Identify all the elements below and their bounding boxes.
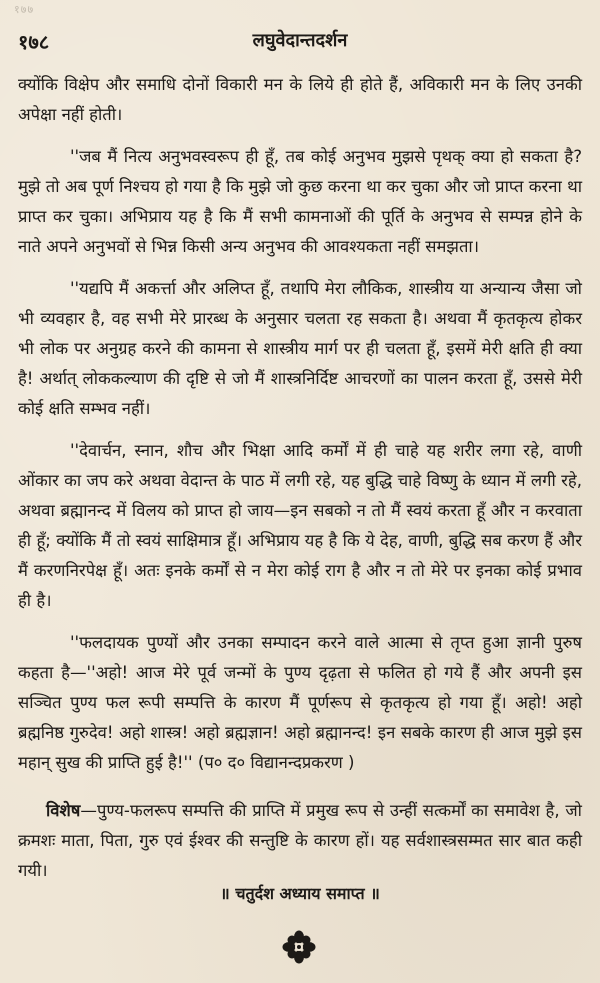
paragraph: ''जब मैं नित्य अनुभवस्वरूप ही हूँ, तब कोई अनुभव मुझसे पृथक् क्या हो सकता है? मुझे तो अब पूर्ण निश्चय हो गया है कि मुझे जो कुछ करना था कर चुका और जो प्राप्त करना था प्राप्त कर चुका। अभिप्राय यह है कि मैं सभी कामनाओं की पूर्ति के अनुभव से सम्पन्न होने के नाते अपने अनुभवों से भिन्न किसी अन्य अनुभव की आवश्यकता नहीं समझता। [18, 147, 582, 256]
paragraph: ''देवार्चन, स्नान, शौच और भिक्षा आदि कर्मों में ही चाहे यह शरीर लगा रहे, वाणी ओंकार का जप करे अथवा वेदान्त के पाठ में लगी रहे, यह बुद्धि चाहे विष्णु के ध्यान में लगी रहे, अथवा ब्रह्मानन्द में विलय को प्राप्त हो जाय—इन सबको न तो मैं स्वयं करता हूँ और न करवाता ही हूँ; क्योंकि मैं तो स्वयं साक्षिमात्र हूँ। अभिप्राय यह है कि ये देह, वाणी, बुद्धि सब करण हैं और मैं करणनिरपेक्ष हूँ। अतः इनके कर्मों से न मेरा कोई राग है और न तो मेरे पर इनका कोई प्रभाव ही है। [18, 441, 582, 610]
running-title: लघुवेदान्तदर्शन [252, 30, 348, 51]
bleed-through-text: १७७ [14, 3, 35, 16]
paragraph: क्योंकि विक्षेप और समाधि दोनों विकारी मन के लिये ही होते हैं, अविकारी मन के लिए उनकी अपेक्षा नहीं होती। [18, 75, 582, 124]
paragraph: ''फलदायक पुण्यों और उनका सम्पादन करने वाले आत्मा से तृप्त हुआ ज्ञानी पुरुष कहता है—''अहो! आज मेरे पूर्व जन्मों के पुण्य दृढ़ता से फलित हो गये हैं और अपनी इस सञ्चित पुण्य फल रूपी सम्पत्ति के कारण मैं पूर्णरूप से कृतकृत्य हो गया हूँ। अहो! अहो ब्रह्मनिष्ठ गुरुदेव! अहो शास्त्र! अहो ब्रह्मज्ञान! अहो ब्रह्मानन्द! इन सबके कारण ही आज मुझे इस महान् सुख की प्राप्ति हुई है!'' (प० द० विद्यानन्दप्रकरण ) [18, 633, 582, 772]
page-number: १७८ [18, 30, 50, 54]
special-note-text: —पुण्य-फलरूप सम्पत्ति की प्राप्ति में प्रमुख रूप से उन्हीं सत्कर्मों का समावेश है, जो क्रमशः माता, पिता, गुरु एवं ईश्वर की सन्तुष्टि के कारण हों। यह सर्वशास्त्रसम्मत सार बात कही गयी। [18, 801, 582, 880]
page-body [18, 70, 582, 898]
page-header [18, 28, 582, 54]
chapter-end-marker: ॥ चतुर्दश अध्याय समाप्त ॥ [220, 884, 380, 903]
special-note-label: विशेष [46, 801, 81, 820]
special-note [18, 796, 582, 886]
flower-ornament-icon [282, 930, 316, 964]
paragraph: ''यद्यपि मैं अकर्त्ता और अलिप्त हूँ, तथापि मेरा लौकिक, शास्त्रीय या अन्यान्य जैसा जो भी व्यवहार है, वह सभी मेरे प्रारब्ध के अनुसार चलता रह सकता है। अथवा मैं कृतकृत्य होकर भी लोक पर अनुग्रह करने की कामना से शास्त्रीय मार्ग पर ही चलता हूँ, इसमें मेरी क्षति ही क्या है! अर्थात् लोककल्याण की दृष्टि से जो मैं शास्त्रनिर्दिष्ट आचरणों का पालन करता हूँ, उससे मेरी कोई क्षति सम्भव नहीं। [18, 279, 582, 418]
